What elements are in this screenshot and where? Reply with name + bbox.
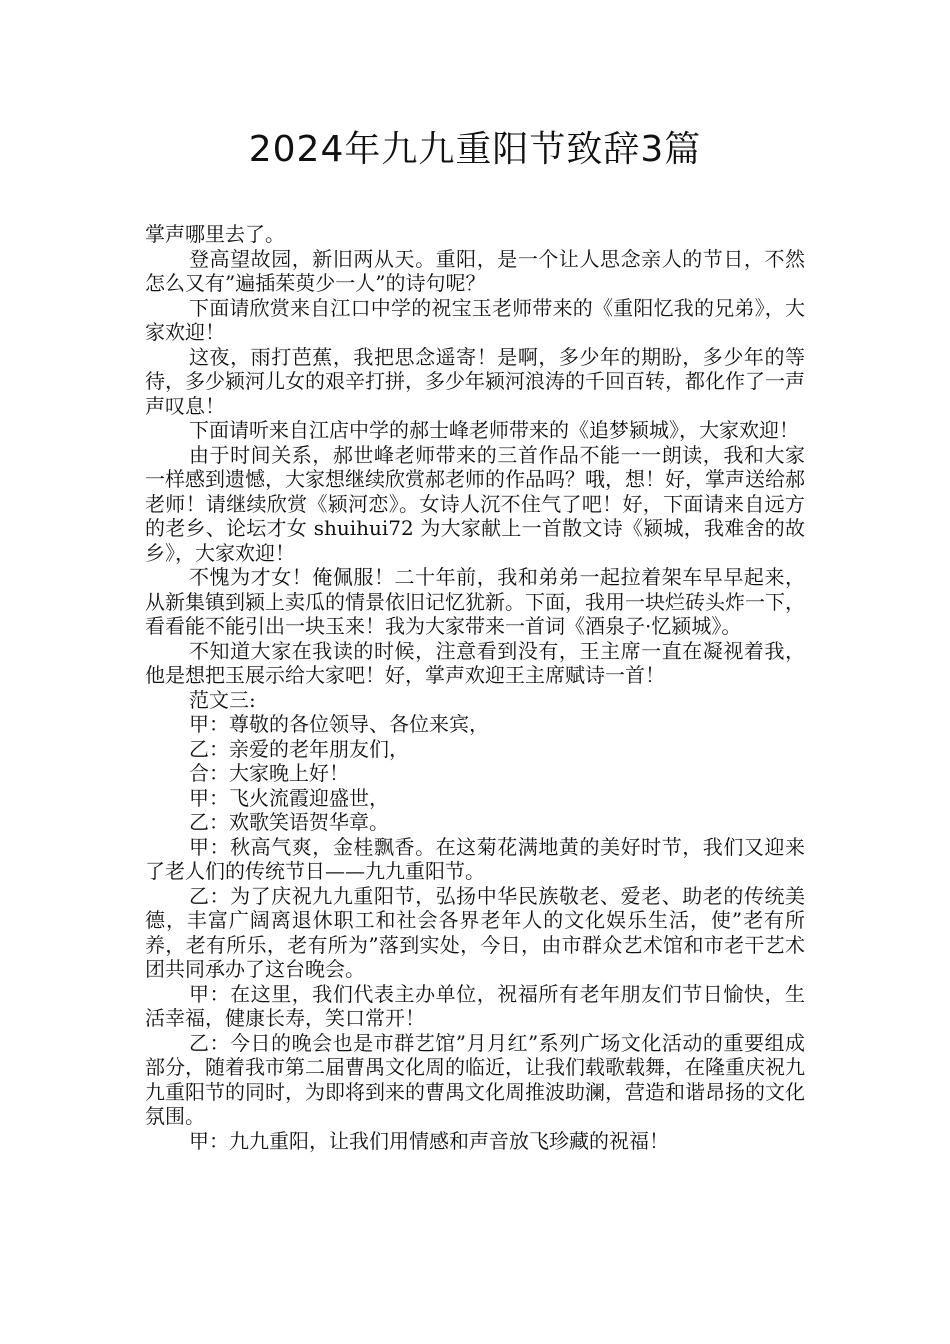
section-heading: 范文三: bbox=[189, 687, 256, 712]
paragraph: 下面请欣赏来自江口中学的祝宝玉老师带来的《重阳忆我的兄弟》，大家欢迎！ bbox=[145, 295, 805, 344]
document-title: 2024年九九重阳节致辞3篇 bbox=[248, 129, 702, 170]
paragraph: 不知道大家在我读的时候，注意看到没有，王主席一直在凝视着我，他是想把玉展示给大家吧！好，掌声欢迎王主席赋诗一首！ bbox=[145, 638, 805, 687]
paragraph: 由于时间关系，郝世峰老师带来的三首作品不能一一朗读，我和大家一样感到遗憾，大家想继续欣赏郝老师的作品吗？哦，想！好，掌声送给郝老师！请继续欣赏《颍河恋》。女诗人沉不住气了吧！好，下面请来自远方的老乡、论坛才女 shuihui72 为大家献上一首散文诗《颍城，我难舍的故乡》，大家欢迎！ bbox=[145, 442, 805, 565]
dialogue-line: 乙：为了庆祝九九重阳节，弘扬中华民族敬老、爱老、助老的传统美德，丰富广阔离退休职工和社会各界老年人的文化娱乐生活，使”老有所养，老有所乐，老有所为”落到实处，今日，由市群众艺术馆和市老干艺术团共同承办了这台晚会。 bbox=[145, 883, 805, 981]
dialogue-line: 甲：飞火流霞迎盛世， bbox=[189, 785, 389, 810]
dialogue-line: 甲：九九重阳，让我们用情感和声音放飞珍藏的祝福！ bbox=[189, 1128, 669, 1153]
dialogue-line: 合：大家晚上好！ bbox=[189, 761, 349, 785]
paragraph: 登高望故园，新旧两从天。重阳，是一个让人思念亲人的节日，不然怎么又有”遍插茱萸少一人”的诗句呢？ bbox=[145, 246, 805, 295]
paragraph: 下面请听来自江店中学的郝士峰老师带来的《追梦颍城》，大家欢迎！ bbox=[189, 418, 799, 442]
dialogue-line: 甲：在这里，我们代表主办单位，祝福所有老年朋友们节日愉快，生活幸福，健康长寿，笑口常开！ bbox=[145, 981, 805, 1030]
dialogue-line: 乙：欢歌笑语贺华章。 bbox=[189, 810, 389, 834]
paragraph: 这夜，雨打芭蕉，我把思念遥寄！是啊，多少年的期盼，多少年的等待，多少颍河儿女的艰辛打拼，多少年颍河浪涛的千回百转，都化作了一声声叹息！ bbox=[145, 344, 805, 418]
dialogue-line: 乙：亲爱的老年朋友们， bbox=[189, 736, 409, 761]
document-body bbox=[145, 222, 805, 1153]
dialogue-line: 甲：秋高气爽，金桂飘香。在这菊花满地黄的美好时节，我们又迎来了老人们的传统节日——九九重阳节。 bbox=[145, 834, 805, 883]
dialogue-line: 甲：尊敬的各位领导、各位来宾， bbox=[189, 712, 489, 736]
dialogue-line: 乙：今日的晚会也是市群艺馆”月月红”系列广场文化活动的重要组成部分，随着我市第二届曹禺文化周的临近，让我们载歌载舞，在隆重庆祝九九重阳节的同时，为即将到来的曹禺文化周推波助澜，营造和谐昂扬的文化氛围。 bbox=[145, 1030, 805, 1128]
paragraph: 不愧为才女！俺佩服！二十年前，我和弟弟一起拉着架车早早起来，从新集镇到颍上卖瓜的情景依旧记忆犹新。下面，我用一块烂砖头炸一下，看看能不能引出一块玉来！我为大家带来一首词《酒泉子·忆颍城》。 bbox=[145, 565, 805, 638]
paragraph: 掌声哪里去了。 bbox=[145, 222, 285, 246]
